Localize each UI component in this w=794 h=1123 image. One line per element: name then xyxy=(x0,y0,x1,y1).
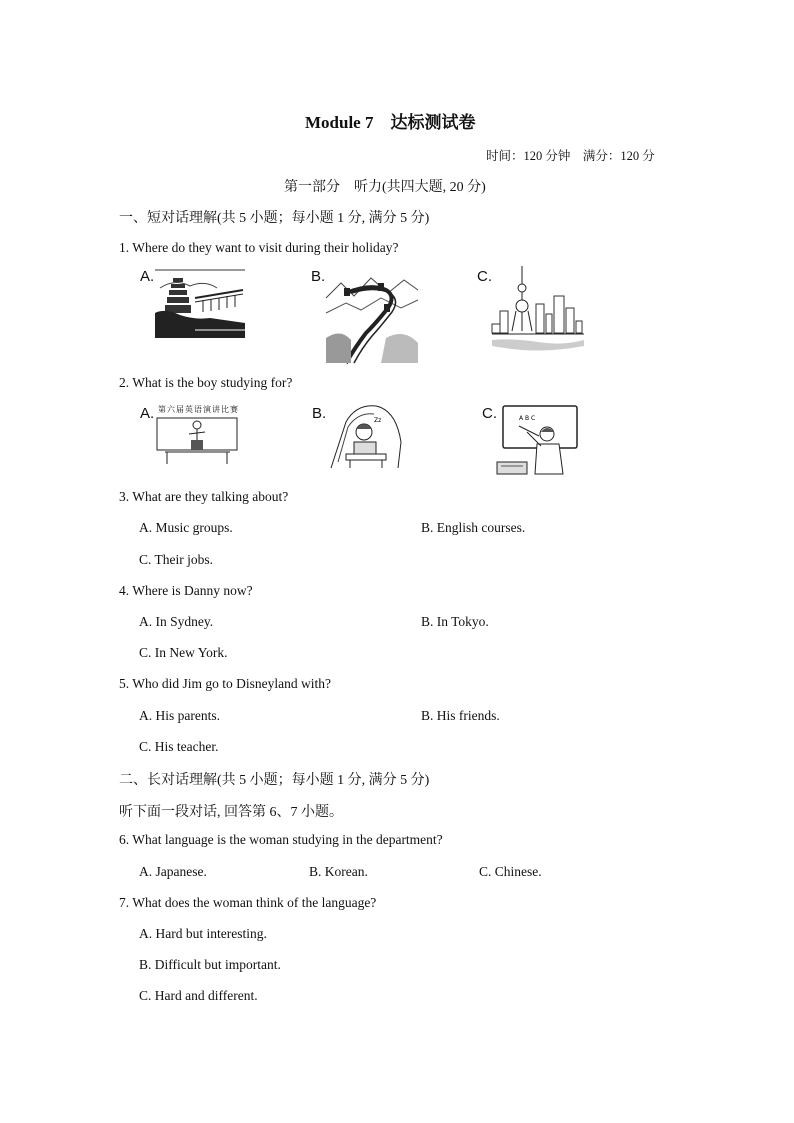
question-6: 6. What language is the woman studying in the department? xyxy=(119,832,443,847)
studying-boy-image xyxy=(326,402,406,470)
q1-option-b-label: B. xyxy=(311,268,326,285)
svg-text:Zz: Zz xyxy=(374,417,382,424)
q5-option-c: C. His teacher. xyxy=(139,739,219,754)
q7-option-a: A. Hard but interesting. xyxy=(139,926,267,941)
q1-option-c-label: C. xyxy=(477,268,492,285)
q4-option-a: A. In Sydney. xyxy=(139,614,214,629)
q2-option-a-label: A. xyxy=(140,405,155,422)
q2-option-b-label: B. xyxy=(312,405,327,422)
section2-instruction: 听下面一段对话, 回答第 6、7 小题。 xyxy=(119,805,343,820)
question-3: 3. What are they talking about? xyxy=(119,489,289,504)
question-2: 2. What is the boy studying for? xyxy=(119,375,293,390)
bridge-pagoda-image xyxy=(155,268,245,338)
question-7: 7. What does the woman think of the language? xyxy=(119,895,377,910)
teacher-blackboard-image xyxy=(497,404,579,476)
q6-option-c: C. Chinese. xyxy=(479,864,542,879)
q3-option-a: A. Music groups. xyxy=(139,520,233,535)
q3-option-c: C. Their jobs. xyxy=(139,552,213,567)
q5-option-a: A. His parents. xyxy=(139,708,220,723)
svg-text:A B C: A B C xyxy=(519,415,536,422)
part-heading: 第一部分 听力(共四大题, 20 分) xyxy=(284,180,486,195)
question-5: 5. Who did Jim go to Disneyland with? xyxy=(119,676,331,691)
section2-heading: 二、长对话理解(共 5 小题；每小题 1 分, 满分 5 分) xyxy=(119,773,430,788)
q6-option-b: B. Korean. xyxy=(309,864,368,879)
exam-meta: 时间：120 分钟 满分：120 分 xyxy=(486,149,655,163)
question-1: 1. Where do they want to visit during their holiday? xyxy=(119,240,399,255)
q6-option-a: A. Japanese. xyxy=(139,864,207,879)
q1-option-a-label: A. xyxy=(140,268,155,285)
q4-option-b: B. In Tokyo. xyxy=(421,614,489,629)
q7-option-c: C. Hard and different. xyxy=(139,988,258,1003)
question-4: 4. Where is Danny now? xyxy=(119,583,253,598)
q2-option-c-label: C. xyxy=(482,405,497,422)
q3-option-b: B. English courses. xyxy=(421,520,526,535)
poster-text: 第六届英语演讲比赛 xyxy=(158,405,239,414)
q4-option-c: C. In New York. xyxy=(139,645,228,660)
shanghai-skyline-image xyxy=(492,266,584,354)
q7-option-b: B. Difficult but important. xyxy=(139,957,281,972)
page-title: Module 7 达标测试卷 xyxy=(305,113,476,132)
great-wall-image xyxy=(326,268,418,363)
section1-heading: 一、短对话理解(共 5 小题；每小题 1 分, 满分 5 分) xyxy=(119,211,430,226)
q5-option-b: B. His friends. xyxy=(421,708,500,723)
